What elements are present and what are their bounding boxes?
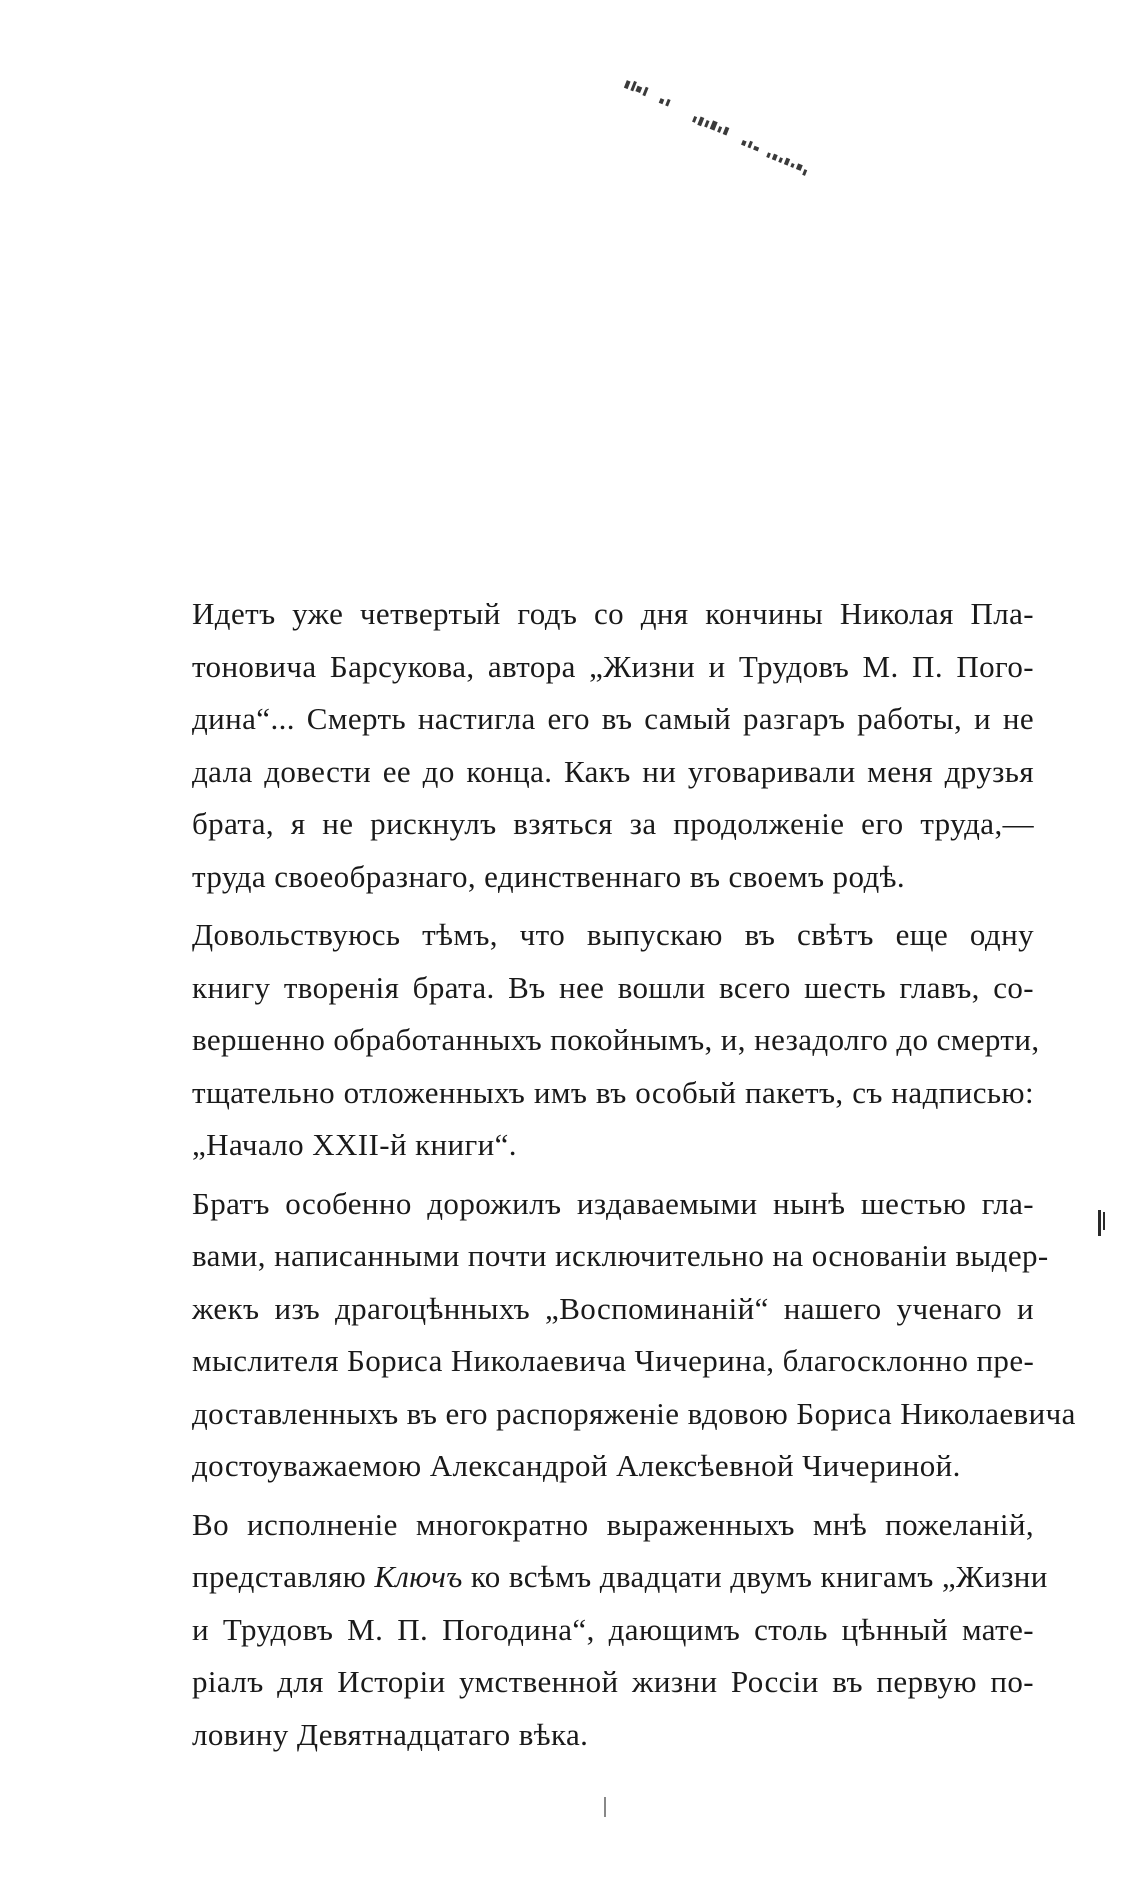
margin-speck — [604, 1797, 606, 1817]
text-line: ріалъ для Исторіи умственной жизни Россіи въ первую по- — [192, 1664, 1034, 1699]
paragraph-4 — [192, 1499, 1048, 1762]
margin-speck — [1103, 1212, 1105, 1230]
text-line: вершенно обработанныхъ покойнымъ, и, незадолго до смерти, — [192, 1022, 1040, 1057]
text-line: тщательно отложенныхъ имъ въ особый пакетъ, съ надписью: — [192, 1074, 1034, 1110]
text-line: Во исполненіе многократно выраженныхъ мнѣ пожеланій, — [192, 1506, 1034, 1542]
text-segment: представляю — [192, 1559, 375, 1594]
margin-speck — [1098, 1210, 1101, 1236]
text-line: Довольствуюсь тѣмъ, что выпускаю въ свѣтъ еще одну — [192, 917, 1034, 952]
text-line: вами, написанными почти исключительно на основаніи выдер- — [192, 1238, 1049, 1273]
text-line: труда своеобразнаго, единственнаго въ своемъ родѣ. — [192, 858, 906, 894]
text-line: достоуважаемою Александрой Алексѣевной Чичериной. — [192, 1448, 961, 1483]
text-line: жекъ изъ драгоцѣнныхъ „Воспоминаній“ нашего ученаго и — [192, 1290, 1034, 1326]
text-line: ловину Девятнадцатаго вѣка. — [192, 1716, 589, 1752]
text-line: тоновича Барсукова, автора „Жизни и Трудовъ М. П. Пого- — [192, 648, 1034, 684]
text-line: Идетъ уже четвертый годъ со дня кончины Николая Пла- — [192, 596, 1034, 631]
text-line: доставленныхъ въ его распоряженіе вдовою Бориса Николаевича — [192, 1395, 1076, 1431]
text-line: мыслителя Бориса Николаевича Чичерина, благосклонно пре- — [192, 1343, 1035, 1378]
text-segment: ко всѣмъ двадцати двумъ книгамъ „Жизни — [462, 1559, 1048, 1594]
text-line: „Начало XXII-й книги“. — [192, 1127, 517, 1162]
text-line-with-italic — [192, 1551, 1048, 1604]
text-line: брата, я не рискнулъ взяться за продолженіе его труда,— — [192, 806, 1034, 841]
text-line: дина“... Смерть настигла его въ самый разгаръ работы, и не — [192, 701, 1034, 736]
text-line: и Трудовъ М. П. Погодина“, дающимъ столь цѣнный мате- — [192, 1611, 1034, 1647]
paragraph-1 — [192, 588, 1034, 903]
paragraph-3 — [192, 1178, 1076, 1493]
library-stamp-mark — [572, 72, 879, 312]
preface-text — [192, 588, 1076, 1767]
text-line: дала довести ее до конца. Какъ ни уговаривали меня друзья — [192, 753, 1034, 789]
text-line: книгу творенія брата. Въ нее вошли всего шесть главъ, со- — [192, 969, 1034, 1005]
text-line: Братъ особенно дорожилъ издаваемыми нынѣ шестью гла- — [192, 1185, 1034, 1221]
italic-title-kluch: Ключъ — [374, 1559, 463, 1594]
paragraph-2 — [192, 909, 1040, 1172]
